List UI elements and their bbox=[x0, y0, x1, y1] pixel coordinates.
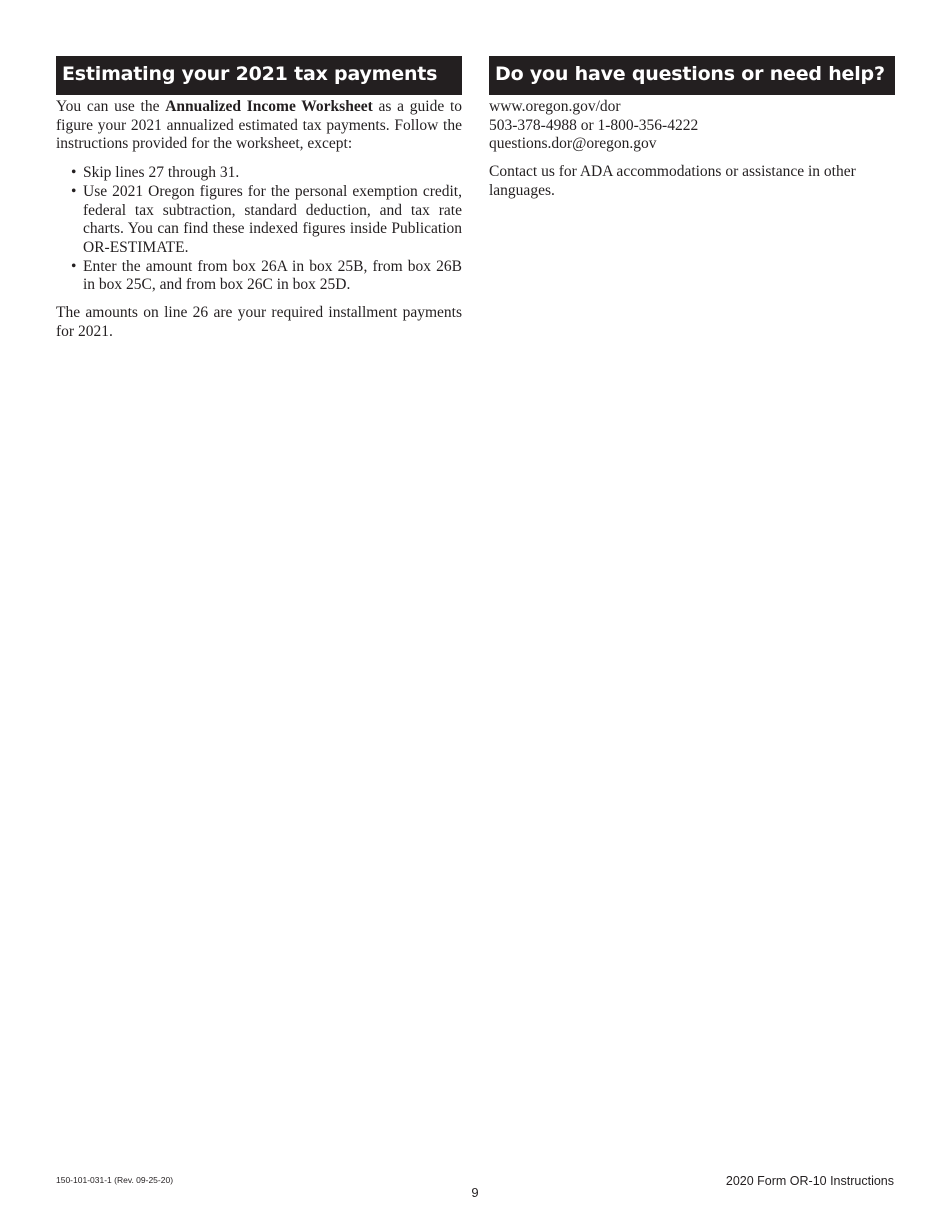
page-number: 9 bbox=[471, 1185, 479, 1200]
instruction-list bbox=[56, 164, 462, 295]
form-code: 150-101-031-1 (Rev. 09-25-20) bbox=[56, 1175, 174, 1185]
website-link[interactable]: www.oregon.gov/dor bbox=[489, 98, 621, 115]
list-item-text: Skip lines 27 through 31. bbox=[83, 164, 240, 182]
list-item bbox=[56, 183, 462, 258]
phone-numbers: 503-378-4988 or 1-800-356-4222 bbox=[489, 116, 699, 134]
intro-text-start: You can use the bbox=[56, 98, 166, 115]
email-link[interactable]: questions.dor@oregon.gov bbox=[489, 135, 657, 153]
section-header-estimating: Estimating your 2021 tax payments bbox=[56, 56, 462, 95]
bullet-icon: • bbox=[71, 182, 77, 200]
list-item bbox=[56, 164, 462, 183]
bullet-icon: • bbox=[71, 257, 77, 275]
list-item-text: Use 2021 Oregon figures for the personal exemption credit, federal tax subtraction, standard deduction, and tax rate charts. You can find these indexed figures inside Publication OR-ESTIMATE. bbox=[83, 182, 462, 256]
intro-text-end: as a guide to figure your 2021 annualized estimated tax payments. Follow the instructions provided for the worksheet, except: bbox=[56, 98, 463, 153]
left-column bbox=[56, 56, 462, 341]
list-item bbox=[56, 258, 462, 295]
right-column bbox=[489, 56, 895, 201]
ada-paragraph: Contact us for ADA accommodations or assistance in other languages. bbox=[489, 163, 856, 199]
closing-paragraph: The amounts on line 26 are your required installment payments for 2021. bbox=[56, 304, 462, 340]
worksheet-name: Annualized Income Worksheet bbox=[165, 98, 373, 115]
bullet-icon: • bbox=[71, 164, 77, 182]
list-item-text: Enter the amount from box 26A in box 25B, from box 26B in box 25C, and from box 26C in box 25D. bbox=[83, 257, 462, 294]
intro-paragraph bbox=[56, 98, 462, 154]
section-header-help: Do you have questions or need help? bbox=[489, 56, 895, 95]
contact-block bbox=[489, 98, 895, 154]
document-title: 2020 Form OR-10 Instructions bbox=[725, 1174, 894, 1188]
